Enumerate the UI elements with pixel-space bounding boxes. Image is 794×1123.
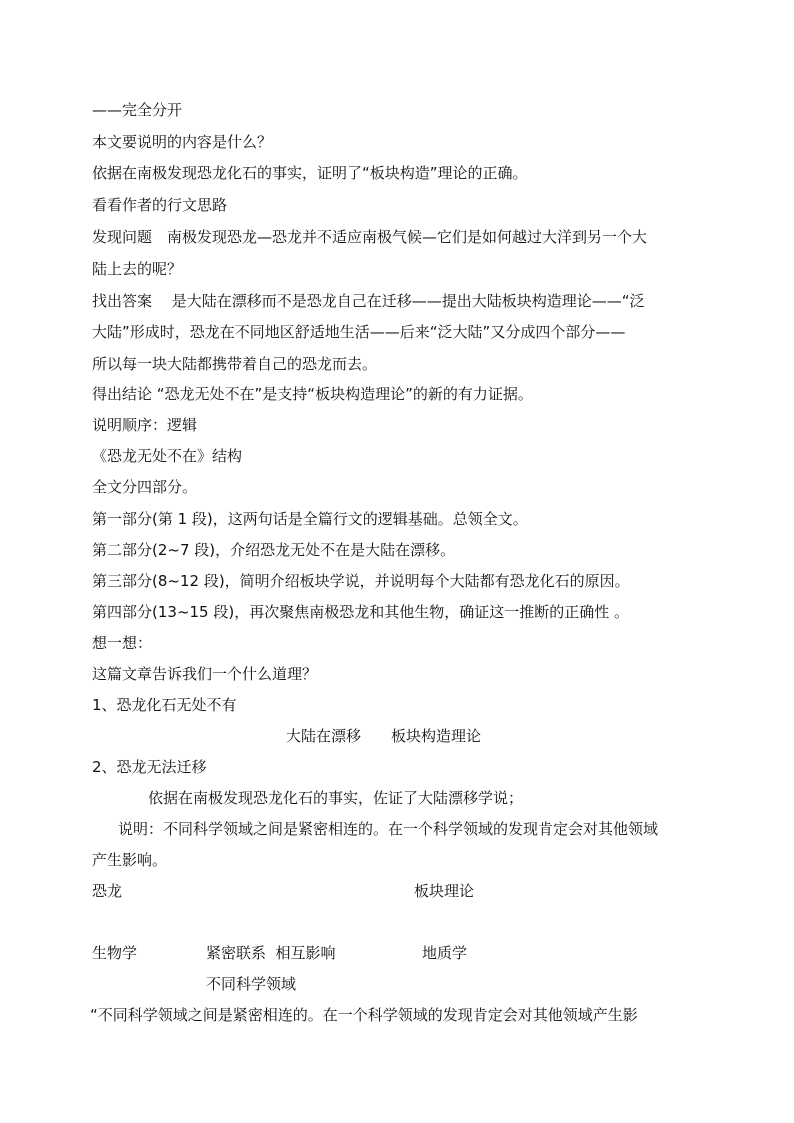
text-line: 大陆在漂移 板块构造理论 <box>286 727 482 745</box>
text-line: 说明：不同科学领域之间是紧密相连的。在一个科学领域的发现肯定会对其他领域 <box>118 820 659 838</box>
text-line: ——完全分开 <box>92 101 183 119</box>
text-line: 陆上去的呢？ <box>92 260 183 278</box>
text-line: 得出结论 “恐龙无处不在”是支持“板块构造理论”的新的有力证据。 <box>92 385 533 403</box>
text-line: 说明顺序：逻辑 <box>92 416 198 434</box>
diagram-label: 地质学 <box>422 944 468 962</box>
text-line: 第四部分(13~15 段)，再次聚焦南极恐龙和其他生物，确证这一推断的正确性 。 <box>92 603 629 621</box>
text-line: “不同科学领域之间是紧密相连的。在一个科学领域的发现肯定会对其他领域产生影 <box>90 1006 638 1024</box>
question-line: 本文要说明的内容是什么？ <box>92 133 273 151</box>
text-line: 依据在南极发现恐龙化石的事实，佐证了大陆漂移学说； <box>148 789 524 807</box>
question-line: 这篇文章告诉我们一个什么道理？ <box>92 665 318 683</box>
section-heading: 看看作者的行文思路 <box>92 196 228 214</box>
text-line: 大陆”形成时，恐龙在不同地区舒适地生活——后来“泛大陆”又分成四个部分—— <box>92 323 626 341</box>
text-line: 产生影响。 <box>92 851 168 869</box>
section-heading: 《恐龙无处不在》结构 <box>92 447 243 465</box>
text-line: 第二部分(2~7 段)，介绍恐龙无处不在是大陆在漂移。 <box>92 541 456 559</box>
diagram-label: 恐龙 <box>92 882 123 900</box>
answer-line: 依据在南极发现恐龙化石的事实，证明了“板块构造”理论的正确。 <box>92 164 528 182</box>
list-item: 1、恐龙化石无处不有 <box>92 696 237 714</box>
list-item: 2、恐龙无法迁移 <box>92 758 207 776</box>
text-line: 发现问题 南极发现恐龙—恐龙并不适应南极气候—它们是如何越过大洋到另一个大 <box>92 228 648 246</box>
diagram-label: 紧密联系 相互影响 <box>206 944 336 962</box>
diagram-label: 不同科学领域 <box>206 975 297 993</box>
text-line: 找出答案 是大陆在漂移而不是恐龙自己在迁移——提出大陆板块构造理论——“泛 <box>92 292 645 310</box>
text-line: 第三部分(8~12 段)，简明介绍板块学说，并说明每个大陆都有恐龙化石的原因。 <box>92 572 630 590</box>
text-line: 想一想： <box>92 634 153 652</box>
diagram-label: 生物学 <box>92 944 138 962</box>
text-line: 第一部分(第 1 段)，这两句话是全篇行文的逻辑基础。总领全文。 <box>92 510 528 528</box>
diagram-label: 板块理论 <box>414 882 475 900</box>
text-line: 全文分四部分。 <box>92 478 198 496</box>
text-line: 所以每一块大陆都携带着自己的恐龙而去。 <box>92 355 378 373</box>
